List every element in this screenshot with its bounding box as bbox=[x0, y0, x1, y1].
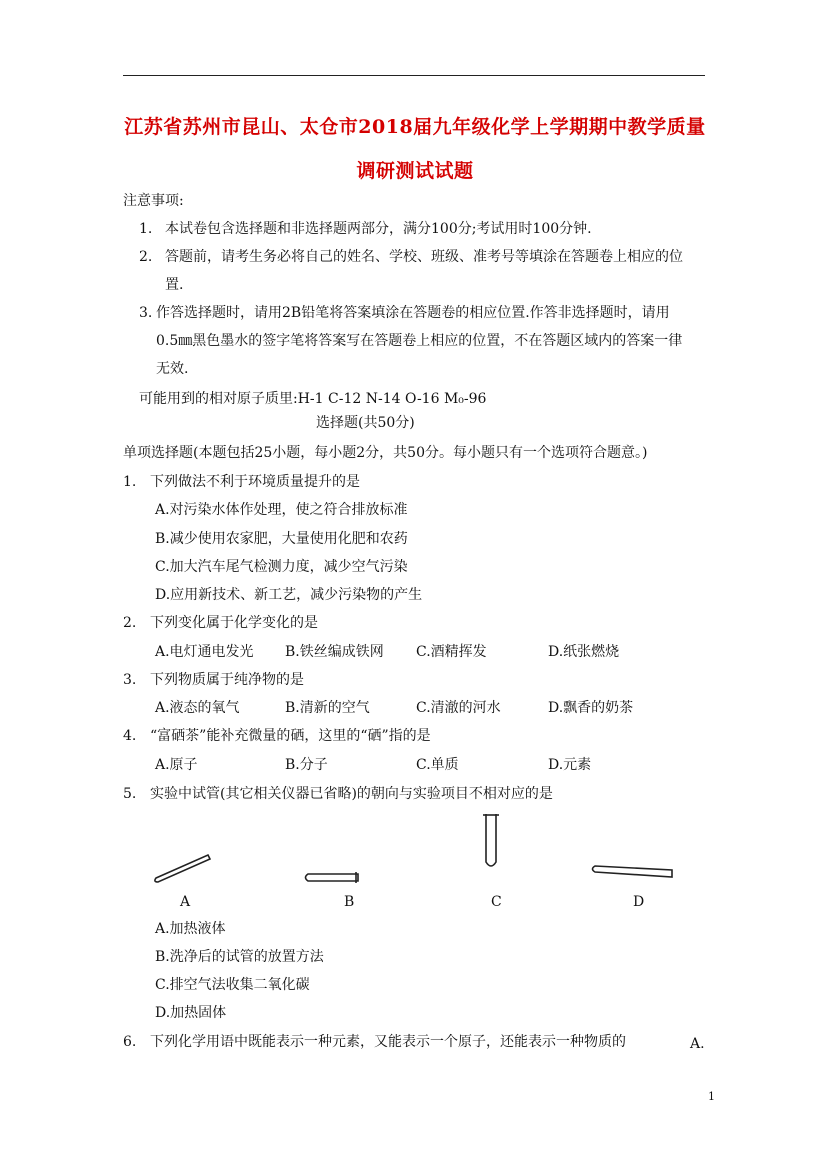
option: C.酒精挥发 bbox=[416, 644, 487, 660]
option: C.排空气法收集二氧化碳 bbox=[155, 977, 310, 993]
figure-label-d: D bbox=[633, 894, 645, 910]
notice-item-num: 3. bbox=[139, 305, 153, 321]
notice-item-text: 答题前，请考生务必将自己的姓名、学校、班级、准考号等填涂在答题卷上相应的位 bbox=[165, 249, 683, 265]
question-num: 5. bbox=[123, 786, 137, 802]
section-title: 选择题(共50分) bbox=[316, 415, 415, 431]
figure-label-a: A bbox=[180, 894, 191, 910]
notice-heading: 注意事项: bbox=[123, 193, 184, 209]
option: B.清新的空气 bbox=[285, 700, 370, 716]
notice-item-cont: 0.5㎜黑色墨水的签字笔将答案写在答题卷上相应的位置，不在答题区域内的答案一律 bbox=[156, 333, 683, 349]
option: D.应用新技术、新工艺，减少污染物的产生 bbox=[155, 587, 423, 603]
atomic-mass-line: 可能用到的相对原子质里:H-1 C-12 N-14 O-16 M₀-96 bbox=[139, 391, 487, 407]
option: D.加热固体 bbox=[155, 1005, 227, 1021]
test-tube-b bbox=[306, 872, 359, 883]
option: D.纸张燃烧 bbox=[548, 644, 620, 660]
question-text: 下列物质属于纯净物的是 bbox=[150, 672, 304, 688]
notice-item-text: 作答选择题时，请用2B铅笔将答案填涂在答题卷的相应位置.作答非选择题时，请用 bbox=[156, 305, 670, 321]
page-subtitle: 调研测试试题 bbox=[356, 160, 474, 182]
question-text: 下列做法不利于环境质量提升的是 bbox=[150, 474, 360, 490]
option: A.原子 bbox=[155, 757, 198, 773]
test-tube-d bbox=[593, 866, 673, 877]
option: B.分子 bbox=[285, 757, 328, 773]
test-tube-figure bbox=[140, 812, 720, 892]
option: A.加热液体 bbox=[155, 921, 226, 937]
figure-label-c: C bbox=[491, 894, 502, 910]
question-text: 下列变化属于化学变化的是 bbox=[150, 615, 318, 631]
notice-item-num: 1. bbox=[139, 221, 153, 237]
option: C.清澈的河水 bbox=[416, 700, 501, 716]
option: A.电灯通电发光 bbox=[155, 644, 254, 660]
page-title: 江苏省苏州市昆山、太仓市2018届九年级化学上学期期中教学质量 bbox=[124, 116, 706, 138]
option: B.洗净后的试管的放置方法 bbox=[155, 949, 324, 965]
option: B.铁丝编成铁网 bbox=[285, 644, 384, 660]
notice-item-text: 本试卷包含选择题和非选择题两部分，满分100分;考试用时100分钟. bbox=[165, 221, 592, 237]
question-text: 实验中试管(其它相关仪器已省略)的朝向与实验项目不相对应的是 bbox=[150, 786, 553, 802]
figure-label-b: B bbox=[344, 894, 355, 910]
question-num: 4. bbox=[123, 728, 137, 744]
option: D.飘香的奶茶 bbox=[548, 700, 634, 716]
question-num: 6. bbox=[123, 1034, 137, 1050]
header-rule bbox=[123, 75, 705, 76]
test-tube-a bbox=[155, 855, 210, 882]
notice-item-num: 2. bbox=[139, 249, 153, 265]
notice-item-cont: 置. bbox=[165, 277, 184, 293]
page-number: 1 bbox=[708, 1090, 715, 1103]
notice-item-cont: 无效. bbox=[156, 361, 189, 377]
option: D.元素 bbox=[548, 757, 592, 773]
question-text: 下列化学用语中既能表示一种元素，又能表示一个原子，还能表示一种物质的 bbox=[150, 1034, 626, 1050]
option: A.对污染水体作处理，使之符合排放标准 bbox=[155, 502, 408, 518]
question-num: 3. bbox=[123, 672, 137, 688]
section-instructions: 单项选择题(本题包括25小题，每小题2分，共50分。每小题只有一个选项符合题意。) bbox=[123, 445, 648, 461]
option: C.单质 bbox=[416, 757, 459, 773]
question-text: “富硒茶”能补充微量的硒，这里的“硒”指的是 bbox=[150, 728, 431, 744]
test-tube-c bbox=[483, 814, 499, 866]
question-num: 1. bbox=[123, 474, 137, 490]
option: B.减少使用农家肥，大量使用化肥和农药 bbox=[155, 531, 408, 547]
option: A. bbox=[690, 1036, 705, 1052]
question-num: 2. bbox=[123, 615, 137, 631]
option: C.加大汽车尾气检测力度，减少空气污染 bbox=[155, 559, 408, 575]
option: A.液态的氧气 bbox=[155, 700, 240, 716]
